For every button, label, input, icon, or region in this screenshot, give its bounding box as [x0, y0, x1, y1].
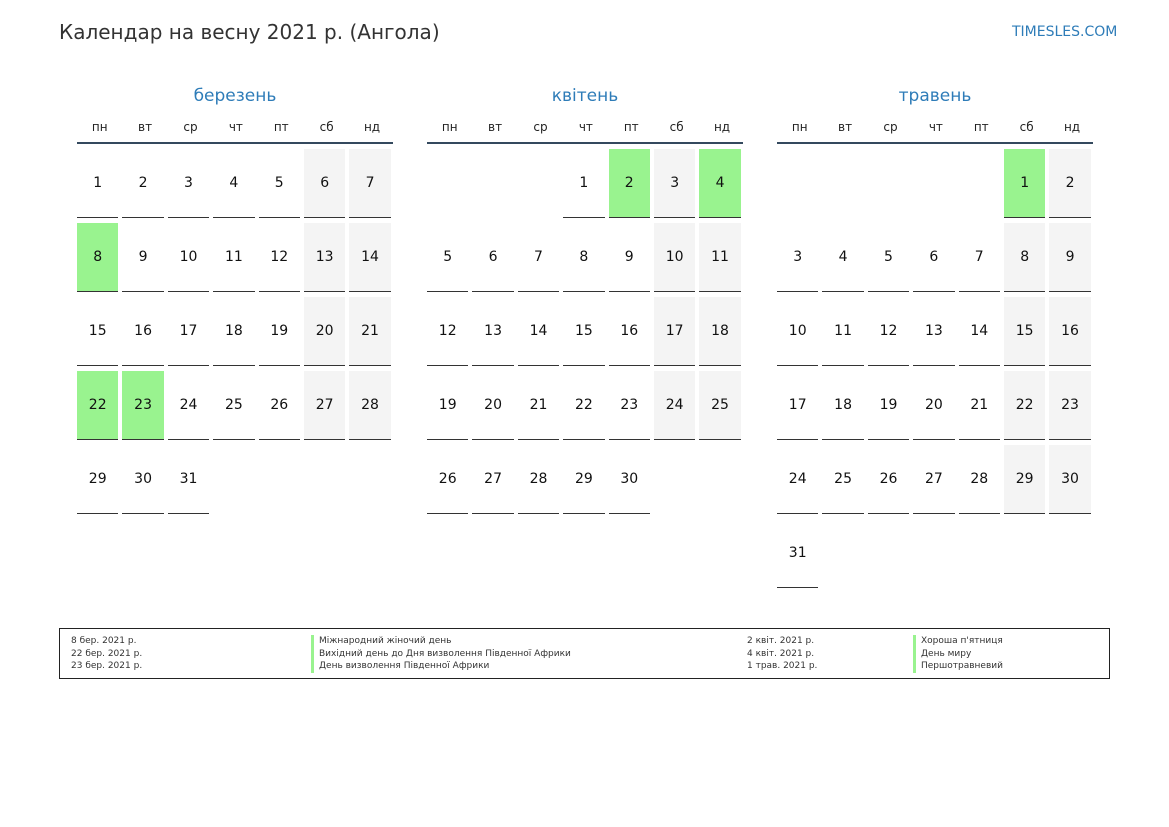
- day-cell: 21: [349, 297, 390, 366]
- weekday-label: пт: [273, 120, 289, 134]
- day-cell: 17: [654, 297, 695, 366]
- day-cell: 23: [1049, 371, 1090, 440]
- holiday-day-cell: 23: [122, 371, 163, 440]
- day-cell: 24: [168, 371, 209, 440]
- holiday-date: 2 квіт. 2021 р.: [747, 636, 815, 646]
- empty-cell: [518, 149, 559, 217]
- day-cell: 25: [699, 371, 740, 440]
- day-cell: 20: [304, 297, 345, 366]
- day-cell: 26: [259, 371, 300, 440]
- day-cell: 5: [427, 223, 468, 292]
- day-cell: 29: [563, 445, 604, 514]
- day-cell: 15: [563, 297, 604, 366]
- day-cell: 3: [654, 149, 695, 218]
- empty-cell: [472, 149, 513, 217]
- day-cell: 13: [304, 223, 345, 292]
- holiday-date: 1 трав. 2021 р.: [747, 661, 818, 671]
- empty-cell: [822, 149, 863, 217]
- holiday-dates-left: [71, 635, 142, 673]
- day-cell: 11: [699, 223, 740, 292]
- day-cell: 28: [349, 371, 390, 440]
- day-cell: 11: [213, 223, 254, 292]
- month-calendar: [77, 80, 393, 514]
- holiday-day-cell: 22: [77, 371, 118, 440]
- holiday-name: День визволення Південної Африки: [311, 660, 571, 673]
- day-cell: 14: [518, 297, 559, 366]
- holiday-day-cell: 8: [77, 223, 118, 292]
- day-cell: 26: [868, 445, 909, 514]
- holiday-day-cell: 4: [699, 149, 740, 218]
- day-cell: 30: [609, 445, 650, 514]
- day-cell: 19: [868, 371, 909, 440]
- day-cell: 15: [1004, 297, 1045, 366]
- empty-cell: [959, 149, 1000, 217]
- weekday-label: сб: [319, 120, 334, 134]
- empty-cell: [913, 149, 954, 217]
- day-cell: 22: [563, 371, 604, 440]
- holiday-day-cell: 1: [1004, 149, 1045, 218]
- day-cell: 13: [472, 297, 513, 366]
- day-cell: 8: [563, 223, 604, 292]
- day-cell: 5: [868, 223, 909, 292]
- weekday-label: пн: [791, 120, 808, 134]
- day-cell: 18: [699, 297, 740, 366]
- day-cell: 2: [1049, 149, 1090, 218]
- day-cell: 17: [777, 371, 818, 440]
- day-cell: 14: [959, 297, 1000, 366]
- day-cell: 19: [427, 371, 468, 440]
- day-cell: 27: [304, 371, 345, 440]
- holiday-name: Вихідний день до Дня визволення Південної Африки: [311, 648, 571, 661]
- weekday-label: ср: [533, 120, 548, 134]
- day-cell: 2: [122, 149, 163, 218]
- day-cell: 20: [472, 371, 513, 440]
- empty-cell: [868, 149, 909, 217]
- day-cell: 18: [213, 297, 254, 366]
- day-cell: 16: [1049, 297, 1090, 366]
- day-cell: 10: [168, 223, 209, 292]
- day-cell: 13: [913, 297, 954, 366]
- holiday-legend: [59, 628, 1110, 679]
- weekday-label: чт: [928, 120, 943, 134]
- day-cell: 5: [259, 149, 300, 218]
- weekday-label: нд: [363, 120, 381, 134]
- day-cell: 28: [959, 445, 1000, 514]
- day-cell: 10: [777, 297, 818, 366]
- day-cell: 27: [472, 445, 513, 514]
- holiday-name: Міжнародний жіночий день: [311, 635, 571, 648]
- day-cell: 6: [472, 223, 513, 292]
- site-brand-link[interactable]: TIMESLES.COM: [1012, 24, 1118, 40]
- weekday-header: [427, 112, 743, 144]
- day-cell: 3: [168, 149, 209, 218]
- weekday-label: вт: [838, 120, 853, 134]
- day-cell: 14: [349, 223, 390, 292]
- month-name: квітень: [551, 86, 619, 106]
- holiday-date: 22 бер. 2021 р.: [71, 648, 143, 659]
- weekday-label: пн: [91, 120, 108, 134]
- holiday-date: 8 бер. 2021 р.: [71, 636, 137, 646]
- day-cell: 9: [122, 223, 163, 292]
- weekday-label: пн: [441, 120, 458, 134]
- day-grid: [777, 149, 1093, 588]
- weekday-label: ср: [883, 120, 898, 134]
- holiday-date: 4 квіт. 2021 р.: [747, 648, 815, 659]
- day-grid: [427, 149, 743, 514]
- day-cell: 3: [777, 223, 818, 292]
- day-cell: 7: [959, 223, 1000, 292]
- day-cell: 10: [654, 223, 695, 292]
- day-cell: 29: [77, 445, 118, 514]
- day-cell: 16: [609, 297, 650, 366]
- day-cell: 1: [563, 149, 604, 218]
- day-cell: 24: [654, 371, 695, 440]
- day-cell: 22: [1004, 371, 1045, 440]
- weekday-header: [77, 112, 393, 144]
- weekday-label: вт: [138, 120, 153, 134]
- day-cell: 16: [122, 297, 163, 366]
- day-cell: 20: [913, 371, 954, 440]
- holiday-dates-right: [747, 635, 817, 673]
- day-cell: 11: [822, 297, 863, 366]
- day-cell: 24: [777, 445, 818, 514]
- weekday-label: ср: [183, 120, 198, 134]
- day-cell: 30: [122, 445, 163, 514]
- day-cell: 12: [259, 223, 300, 292]
- day-cell: 23: [609, 371, 650, 440]
- day-cell: 4: [822, 223, 863, 292]
- weekday-label: нд: [713, 120, 731, 134]
- month-name: травень: [898, 86, 972, 106]
- day-cell: 28: [518, 445, 559, 514]
- day-cell: 21: [518, 371, 559, 440]
- day-cell: 6: [913, 223, 954, 292]
- holiday-name: День миру: [913, 648, 1003, 661]
- day-cell: 1: [77, 149, 118, 218]
- weekday-header: [777, 112, 1093, 144]
- holiday-day-cell: 2: [609, 149, 650, 218]
- empty-cell: [777, 149, 818, 217]
- day-cell: 31: [168, 445, 209, 514]
- day-cell: 6: [304, 149, 345, 218]
- holiday-names-right: [913, 635, 1003, 673]
- weekday-label: чт: [228, 120, 243, 134]
- day-cell: 8: [1004, 223, 1045, 292]
- day-cell: 9: [609, 223, 650, 292]
- day-grid: [77, 149, 393, 514]
- empty-cell: [427, 149, 468, 217]
- month-calendar: [777, 80, 1093, 588]
- day-cell: 21: [959, 371, 1000, 440]
- day-cell: 4: [213, 149, 254, 218]
- day-cell: 25: [822, 445, 863, 514]
- day-cell: 12: [868, 297, 909, 366]
- day-cell: 30: [1049, 445, 1090, 514]
- weekday-label: сб: [1019, 120, 1034, 134]
- day-cell: 18: [822, 371, 863, 440]
- month-calendar: [427, 80, 743, 514]
- day-cell: 26: [427, 445, 468, 514]
- weekday-label: вт: [488, 120, 503, 134]
- weekday-label: пт: [973, 120, 989, 134]
- day-cell: 7: [349, 149, 390, 218]
- weekday-label: нд: [1063, 120, 1081, 134]
- weekday-label: чт: [578, 120, 593, 134]
- day-cell: 12: [427, 297, 468, 366]
- holiday-name: Хороша п'ятниця: [913, 635, 1003, 648]
- day-cell: 9: [1049, 223, 1090, 292]
- day-cell: 27: [913, 445, 954, 514]
- weekday-label: пт: [623, 120, 639, 134]
- day-cell: 17: [168, 297, 209, 366]
- day-cell: 15: [77, 297, 118, 366]
- weekday-label: сб: [669, 120, 684, 134]
- holiday-date: 23 бер. 2021 р.: [71, 661, 143, 671]
- holiday-names-left: [311, 635, 571, 673]
- day-cell: 29: [1004, 445, 1045, 514]
- holiday-name: Першотравневий: [913, 660, 1003, 673]
- day-cell: 31: [777, 519, 818, 588]
- day-cell: 25: [213, 371, 254, 440]
- month-name: березень: [193, 86, 277, 106]
- page-title: Календар на весну 2021 р. (Ангола): [59, 20, 440, 44]
- day-cell: 19: [259, 297, 300, 366]
- day-cell: 7: [518, 223, 559, 292]
